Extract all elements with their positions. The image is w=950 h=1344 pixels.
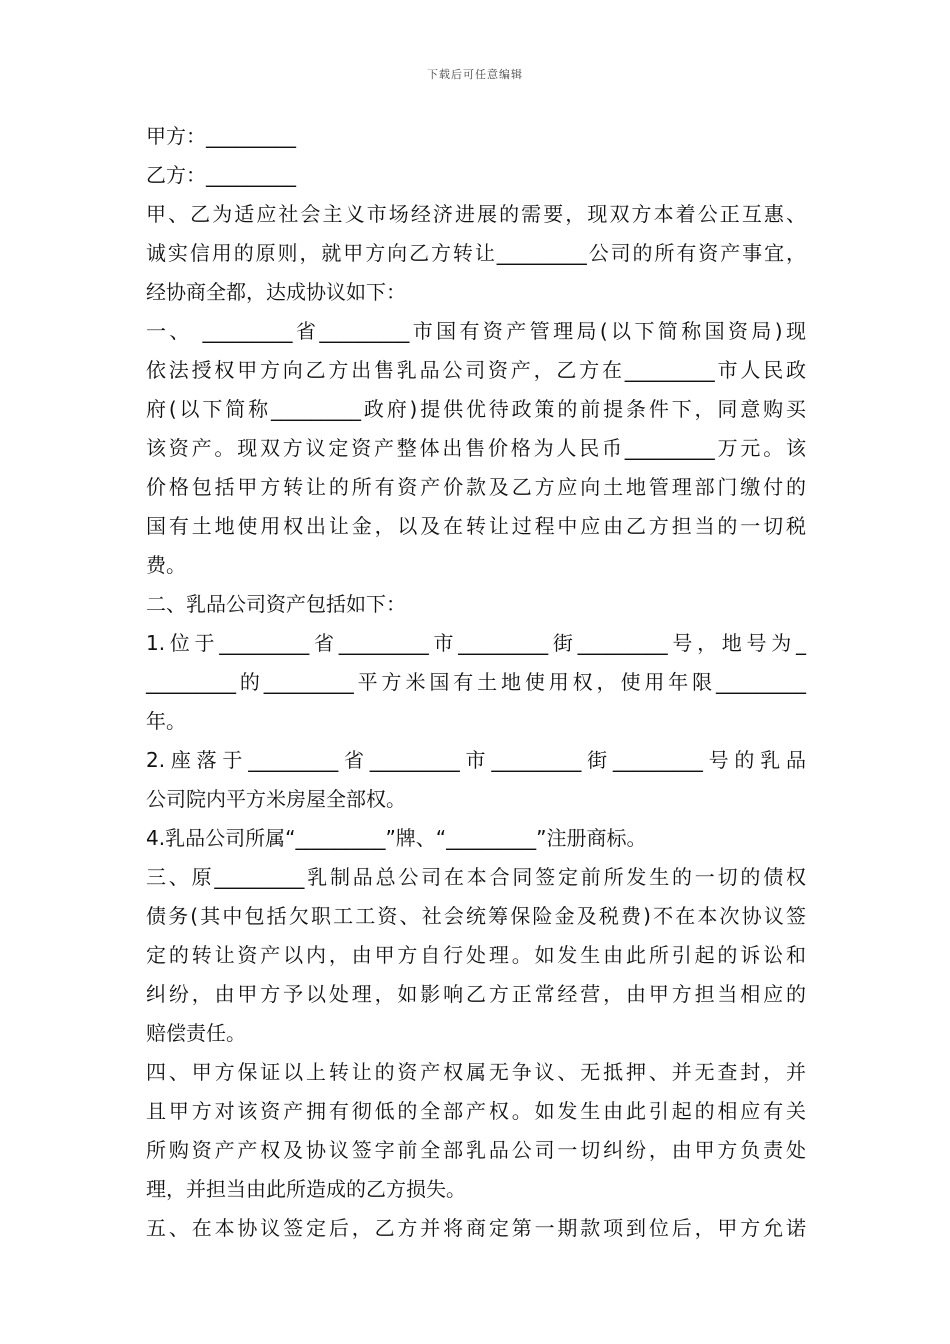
party-a-line: 甲方：_________ (146, 124, 296, 148)
text-line: 府(以下简称_________政府)提供优待政策的前提条件下，同意购买 (146, 397, 806, 421)
text-line: 公司院内平方米房屋全部权。 (146, 787, 406, 811)
text-line: 甲、乙为适应社会主义市场经济进展的需要，现双方本着公正互惠、 (146, 202, 806, 226)
text-line: 价格包括甲方转让的所有资产价款及乙方应向土地管理部门缴付的 (146, 475, 806, 499)
text-line: 且甲方对该资产拥有彻低的全部产权。如发生由此引起的相应有关 (146, 1099, 806, 1123)
text-line: 一、 _________省_________市国有资产管理局(以下简称国资局)现 (146, 319, 806, 343)
text-line: 四、甲方保证以上转让的资产权属无争议、无抵押、并无查封，并 (146, 1060, 806, 1084)
text-line: 依法授权甲方向乙方出售乳品公司资产，乙方在_________市人民政 (146, 358, 806, 382)
text-line: 理，并担当由此所造成的乙方损失。 (146, 1177, 466, 1201)
text-line: 债务(其中包括欠职工工资、社会统筹保险金及税费)不在本次协议签 (146, 904, 806, 928)
text-line: 年。 (146, 709, 186, 733)
text-line: 经协商全都，达成协议如下： (146, 280, 406, 304)
text-line: 该资产。现双方议定资产整体出售价格为人民币_________万元。该 (146, 436, 806, 460)
text-line: 诚实信用的原则，就甲方向乙方转让_________公司的所有资产事宜， (146, 241, 806, 265)
text-line: 4.乳品公司所属“_________”牌、“_________”注册商标。 (146, 826, 647, 850)
text-line: 三、原_________乳制品总公司在本合同签定前所发生的一切的债权 (146, 865, 806, 889)
text-line: 所购资产产权及协议签字前全部乳品公司一切纠纷，由甲方负责处 (146, 1138, 806, 1162)
text-line: _________的_________平方米国有土地使用权，使用年限_________ (146, 670, 806, 694)
text-line: 纠纷，由甲方予以处理，如影响乙方正常经营，由甲方担当相应的 (146, 982, 806, 1006)
text-line: 费。 (146, 553, 186, 577)
text-line: 赔偿责任。 (146, 1021, 246, 1045)
page-header-watermark: 下载后可任意编辑 (427, 68, 523, 81)
party-b-line: 乙方：_________ (146, 163, 296, 187)
text-line: 定的转让资产以内，由甲方自行处理。如发生由此所引起的诉讼和 (146, 943, 806, 967)
section-heading: 二、乳品公司资产包括如下： (146, 592, 406, 616)
text-line: 2.座落于_________省_________市_________街_________号的乳品 (146, 748, 806, 772)
document-body (146, 117, 806, 1248)
text-line: 1.位于_________省_________市_________街_________号，地号为_ (146, 631, 806, 655)
text-line: 国有土地使用权出让金，以及在转让过程中应由乙方担当的一切税 (146, 514, 806, 538)
text-line: 五、在本协议签定后，乙方并将商定第一期款项到位后，甲方允诺 (146, 1216, 806, 1240)
